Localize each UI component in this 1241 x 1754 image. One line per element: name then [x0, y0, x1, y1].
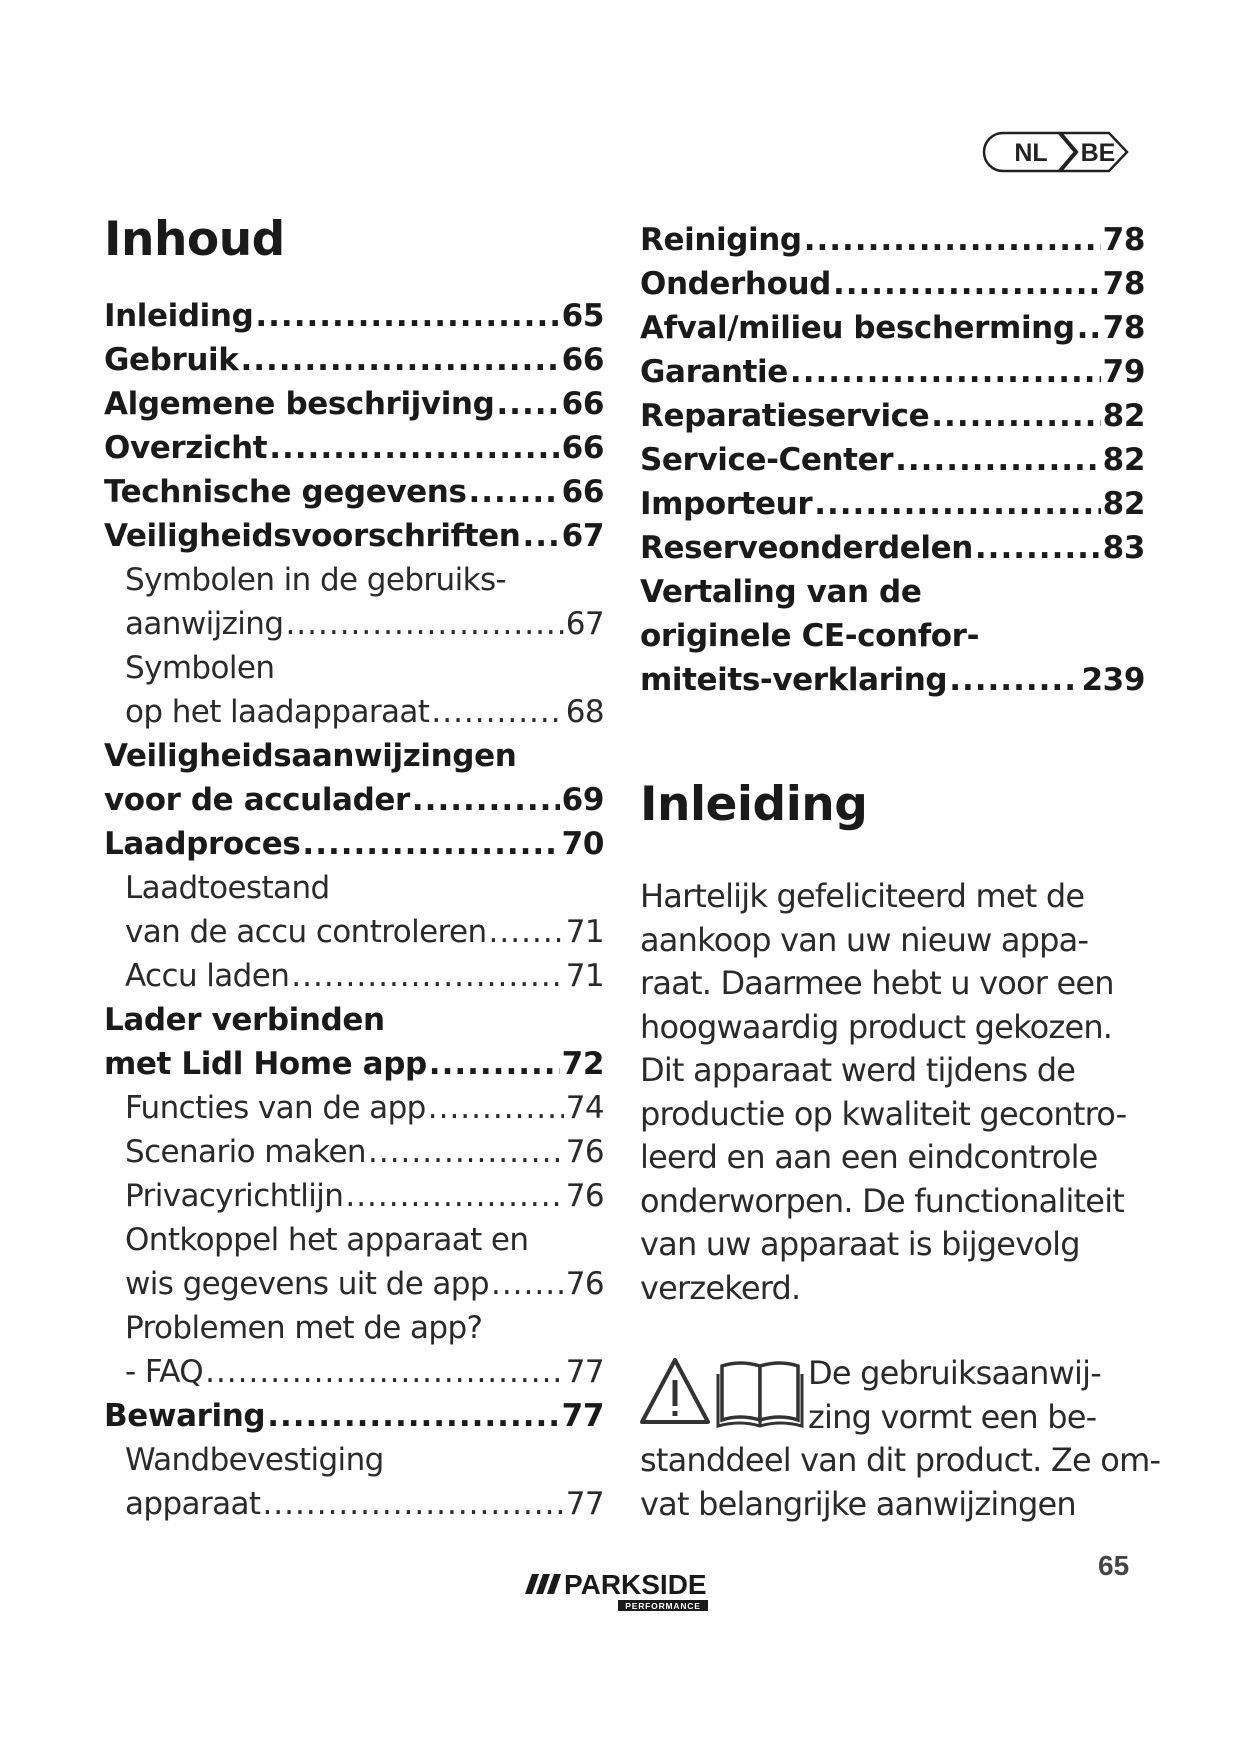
toc-entry — [104, 1090, 604, 1134]
toc-entry-page: 66 — [561, 430, 604, 466]
toc-entry-title: apparaat — [125, 1486, 261, 1522]
toc-entry — [104, 1266, 604, 1310]
toc-entry-page: 76 — [565, 1134, 604, 1170]
toc-leader-dots — [269, 430, 559, 466]
brand-subline: PERFORMANCE — [625, 1601, 701, 1611]
toc-entry — [640, 354, 1145, 398]
toc-entry-page: 79 — [1102, 354, 1145, 390]
toc-entry — [104, 386, 604, 430]
toc-entry-title: Importeur — [640, 486, 813, 522]
toc-entry — [640, 398, 1145, 442]
toc-entry-page: 78 — [1102, 310, 1145, 346]
toc-entry — [640, 222, 1145, 266]
toc-leader-dots — [895, 442, 1101, 478]
toc-entry-page: 66 — [561, 474, 604, 510]
toc-leader-dots — [285, 606, 563, 642]
toc-entry-title: Scenario maken — [125, 1134, 366, 1170]
toc-entry-title: Reparatieservice — [640, 398, 930, 434]
warning-triangle-icon — [642, 1360, 708, 1422]
toc-entry-title: voor de acculader — [104, 782, 410, 818]
toc-entry — [640, 574, 1145, 618]
toc-entry — [104, 1178, 604, 1222]
toc-list-left — [104, 298, 604, 1530]
toc-entry-page: 66 — [561, 342, 604, 378]
toc-entry — [640, 530, 1145, 574]
language-badges — [981, 130, 1131, 174]
toc-leader-dots — [975, 530, 1101, 566]
toc-entry-title: Inleiding — [104, 298, 254, 334]
toc-entry-title: - FAQ — [125, 1354, 204, 1390]
toc-entry — [104, 826, 604, 870]
toc-entry — [640, 486, 1145, 530]
toc-entry — [104, 1398, 604, 1442]
toc-entry-title: Veiligheidsvoorschriften — [104, 518, 521, 554]
badge-be-label: BE — [1080, 139, 1116, 167]
toc-leader-dots — [291, 958, 563, 994]
toc-left-column — [104, 210, 604, 1530]
toc-entry-title: originele CE-confor- — [640, 618, 980, 654]
intro-heading: Inleiding — [640, 777, 868, 832]
toc-entry-title: met Lidl Home app — [104, 1046, 427, 1082]
toc-entry-page: 71 — [565, 958, 604, 994]
toc-leader-dots — [240, 342, 559, 378]
toc-entry — [104, 430, 604, 474]
toc-entry-title: Wandbevestiging — [125, 1442, 384, 1478]
toc-entry-page: 82 — [1102, 442, 1145, 478]
toc-leader-dots — [431, 694, 563, 730]
notice-icons — [640, 1356, 805, 1430]
toc-entry-title: Reserveonderdelen — [640, 530, 973, 566]
brand-stripes-icon — [525, 1574, 561, 1594]
toc-entry-title: Garantie — [640, 354, 788, 390]
toc-leader-dots — [814, 486, 1100, 522]
toc-entry — [640, 662, 1145, 706]
paragraph-line: onderworpen. De functionaliteit — [640, 1181, 1125, 1220]
toc-entry-page: 70 — [561, 826, 604, 862]
toc-leader-dots — [496, 386, 559, 422]
toc-entry — [104, 474, 604, 518]
toc-entry-page: 72 — [561, 1046, 604, 1082]
toc-entry-title: Technische gegevens — [104, 474, 467, 510]
toc-entry-title: Service-Center — [640, 442, 894, 478]
toc-leader-dots — [804, 222, 1101, 258]
manual-notice — [640, 1352, 1161, 1526]
notice-line: standdeel van dit product. Ze om- — [640, 1441, 1161, 1479]
paragraph-line: aankoop van uw nieuw appa- — [640, 920, 1089, 959]
toc-entry — [640, 266, 1145, 310]
toc-entry-page: 68 — [565, 694, 604, 730]
toc-entry-page: 239 — [1081, 662, 1145, 698]
toc-entry-title: wis gegevens uit de app — [125, 1266, 489, 1302]
toc-entry-page: 76 — [565, 1178, 604, 1214]
toc-entry — [104, 1354, 604, 1398]
toc-leader-dots — [412, 782, 560, 818]
toc-leader-dots — [790, 354, 1101, 390]
toc-leader-dots — [302, 826, 559, 862]
toc-entry-title: Accu laden — [125, 958, 290, 994]
toc-entry — [104, 1310, 604, 1354]
paragraph-line: leerd en aan een eindcontrole — [640, 1138, 1098, 1176]
toc-entry-page: 77 — [565, 1354, 604, 1390]
notice-line: vat belangrijke aanwijzingen — [640, 1484, 1076, 1523]
toc-entry-title: Reiniging — [640, 222, 802, 258]
paragraph-line: productie op kwaliteit gecontro- — [640, 1094, 1127, 1133]
page-number: 65 — [1098, 1550, 1130, 1581]
toc-entry — [640, 618, 1145, 662]
toc-entry-title: op het laadapparaat — [125, 694, 430, 730]
parkside-logo — [519, 1562, 719, 1614]
toc-right-column — [640, 222, 1145, 706]
paragraph-line: van uw apparaat is bijgevolg — [640, 1225, 1080, 1263]
toc-entry-page: 78 — [1102, 266, 1145, 302]
intro-paragraph — [640, 875, 1150, 1310]
toc-entry — [104, 518, 604, 562]
paragraph-line: raat. Daarmee hebt u voor een — [640, 964, 1114, 1002]
toc-entry-title: Ontkoppel het apparaat en — [125, 1222, 529, 1258]
toc-entry — [640, 310, 1145, 354]
toc-leader-dots — [255, 298, 559, 334]
toc-entry-title: Vertaling van de — [640, 574, 922, 610]
toc-entry-page: 77 — [561, 1398, 604, 1434]
toc-entry-page: 65 — [561, 298, 604, 334]
toc-entry — [104, 694, 604, 738]
toc-entry-title: Laadproces — [104, 826, 301, 862]
toc-leader-dots — [491, 1266, 564, 1302]
toc-leader-dots — [428, 1090, 564, 1126]
toc-entry — [104, 298, 604, 342]
toc-entry-title: Bewaring — [104, 1398, 266, 1434]
toc-entry-title: Privacyrichtlijn — [125, 1178, 344, 1214]
toc-entry-page: 71 — [565, 914, 604, 950]
toc-entry-title: Veiligheidsaanwijzingen — [104, 738, 517, 774]
toc-entry — [104, 342, 604, 386]
toc-entry-title: aanwijzing — [125, 606, 284, 642]
toc-entry — [104, 1134, 604, 1178]
toc-entry — [104, 738, 604, 782]
toc-entry — [104, 1442, 604, 1486]
badge-nl — [984, 133, 1075, 171]
toc-leader-dots — [267, 1398, 559, 1434]
contents-heading: Inhoud — [104, 212, 285, 267]
toc-leader-dots — [833, 266, 1101, 302]
toc-leader-dots — [1077, 310, 1101, 346]
brand-name: PARKSIDE — [564, 1569, 707, 1600]
toc-entry — [104, 958, 604, 1002]
toc-entry-title: Afval/milieu bescherming — [640, 310, 1075, 346]
toc-entry-page: 83 — [1102, 530, 1145, 566]
toc-entry-page: 67 — [565, 606, 604, 642]
toc-entry — [104, 1486, 604, 1530]
toc-entry-page: 77 — [565, 1486, 604, 1522]
toc-entry — [104, 914, 604, 958]
toc-entry-title: miteits-verklaring — [640, 662, 948, 698]
toc-leader-dots — [262, 1486, 563, 1522]
open-book-icon — [718, 1363, 802, 1426]
toc-leader-dots — [429, 1046, 560, 1082]
notice-line: De gebruiksaanwij- — [808, 1354, 1101, 1392]
toc-leader-dots — [469, 474, 560, 510]
toc-entry-page: 76 — [565, 1266, 604, 1302]
toc-list-right — [640, 222, 1145, 706]
toc-entry-title: Overzicht — [104, 430, 268, 466]
toc-entry-page: 74 — [565, 1090, 604, 1126]
notice-line: zing vormt een be- — [808, 1397, 1097, 1436]
toc-entry-title: Algemene beschrijving — [104, 386, 495, 422]
toc-leader-dots — [949, 662, 1079, 698]
toc-entry-title: Problemen met de app? — [125, 1310, 483, 1346]
toc-leader-dots — [489, 914, 564, 950]
paragraph-line: hoogwaardig product gekozen. — [640, 1007, 1113, 1046]
toc-leader-dots — [205, 1354, 564, 1390]
toc-entry-title: Symbolen — [125, 650, 275, 686]
toc-entry-page: 69 — [561, 782, 604, 818]
toc-entry — [104, 562, 604, 606]
badge-nl-label: NL — [1014, 139, 1048, 167]
toc-leader-dots — [522, 518, 559, 554]
toc-entry-title: Gebruik — [104, 342, 239, 378]
toc-entry-page: 82 — [1102, 486, 1145, 522]
toc-entry-title: Lader verbinden — [104, 1002, 385, 1038]
toc-entry — [104, 1222, 604, 1266]
toc-entry-title: Functies van de app — [125, 1090, 426, 1126]
toc-entry-title: van de accu controleren — [125, 914, 487, 950]
toc-entry — [104, 1002, 604, 1046]
paragraph-line: Dit apparaat werd tijdens de — [640, 1051, 1076, 1089]
toc-entry — [640, 442, 1145, 486]
toc-entry-page: 66 — [561, 386, 604, 422]
toc-entry-page: 67 — [561, 518, 604, 554]
toc-leader-dots — [368, 1134, 564, 1170]
toc-entry — [104, 782, 604, 826]
toc-entry — [104, 870, 604, 914]
toc-entry-title: Laadtoestand — [125, 870, 330, 906]
toc-entry — [104, 650, 604, 694]
toc-entry-page: 78 — [1102, 222, 1145, 258]
paragraph-line: Hartelijk gefeliciteerd met de — [640, 877, 1085, 915]
toc-entry — [104, 1046, 604, 1090]
toc-entry — [104, 606, 604, 650]
toc-leader-dots — [345, 1178, 563, 1214]
toc-entry-title: Symbolen in de gebruiks- — [125, 562, 507, 598]
toc-entry-page: 82 — [1102, 398, 1145, 434]
paragraph-line: verzekerd. — [640, 1268, 801, 1307]
toc-entry-title: Onderhoud — [640, 266, 831, 302]
toc-leader-dots — [931, 398, 1100, 434]
